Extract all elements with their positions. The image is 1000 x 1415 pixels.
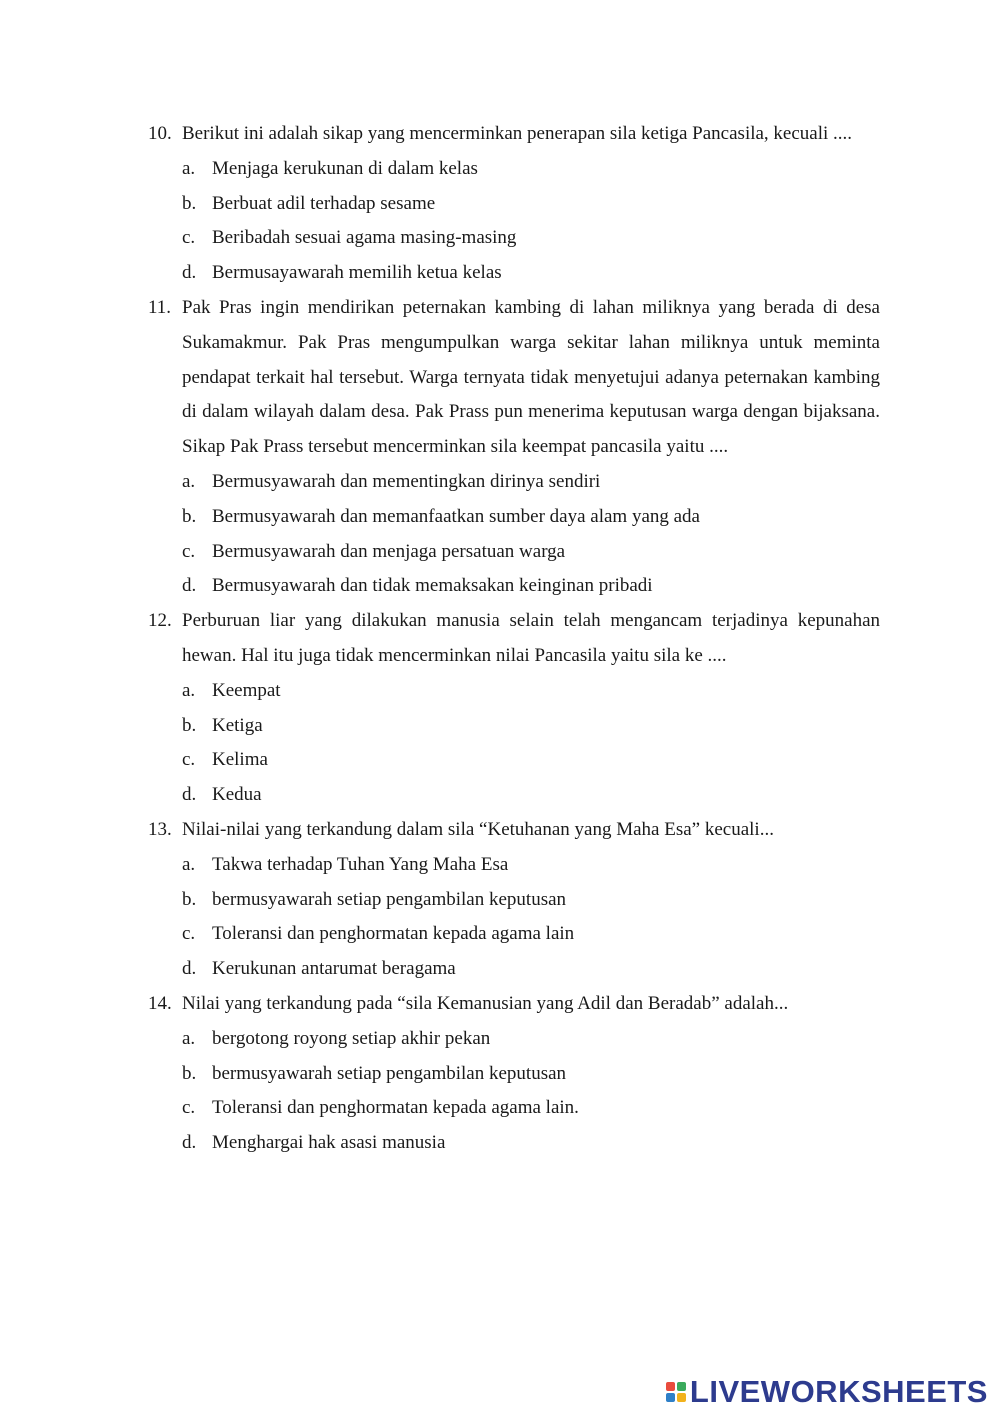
question-11 <box>148 291 880 604</box>
question-text: Berikut ini adalah sikap yang mencerminkan penerapan sila ketiga Pancasila, kecuali .... <box>182 123 853 144</box>
question-10 <box>148 117 880 291</box>
liveworksheets-brand <box>666 1376 988 1407</box>
question-number: 12. <box>148 610 172 632</box>
question-number: 14. <box>148 992 172 1014</box>
option-text: Keempat <box>212 679 281 701</box>
option-text: Kerukunan antarumat beragama <box>212 958 456 980</box>
option-text: bergotong royong setiap akhir pekan <box>212 1027 491 1049</box>
option-letter: c. <box>182 227 196 249</box>
option-letter: b. <box>182 1062 197 1084</box>
option-b[interactable] <box>182 883 880 918</box>
option-a[interactable] <box>182 152 880 187</box>
option-text: Kedua <box>212 784 262 806</box>
option-letter: d. <box>182 575 197 597</box>
option-b[interactable] <box>182 500 880 535</box>
option-text: Bermusyawarah dan menjaga persatuan warga <box>212 540 566 562</box>
question-13 <box>148 813 880 987</box>
option-text: Beribadah sesuai agama masing-masing <box>212 227 517 249</box>
question-text: Perburuan liar yang dilakukan manusia selain telah mengancam terjadinya kepunahan hewan. Hal itu juga tidak mencerminkan nilai Pancasila yaitu sila ke .... <box>182 610 880 666</box>
option-text: Toleransi dan penghormatan kepada agama lain <box>212 923 575 945</box>
option-letter: a. <box>182 157 196 179</box>
liveworksheets-logo-icon <box>666 1382 686 1402</box>
option-a[interactable] <box>182 1022 880 1057</box>
option-text: bermusyawarah setiap pengambilan keputusan <box>212 888 567 910</box>
logo-square-icon <box>666 1382 675 1391</box>
option-text: Bermusyawarah dan memanfaatkan sumber daya alam yang ada <box>212 505 700 527</box>
option-letter: b. <box>182 714 197 736</box>
option-a[interactable] <box>182 465 880 500</box>
answer-options <box>182 465 880 604</box>
option-text: Bermusyawarah dan mementingkan dirinya sendiri <box>212 470 601 492</box>
option-letter: b. <box>182 888 197 910</box>
option-letter: c. <box>182 749 196 771</box>
answer-options <box>182 1022 880 1161</box>
option-letter: c. <box>182 540 196 562</box>
brand-name: LIVEWORKSHEETS <box>689 1374 988 1409</box>
option-c[interactable] <box>182 535 880 570</box>
option-text: Takwa terhadap Tuhan Yang Maha Esa <box>212 853 509 875</box>
option-d[interactable] <box>182 952 880 987</box>
option-text: Berbuat adil terhadap sesame <box>212 192 436 214</box>
option-c[interactable] <box>182 917 880 952</box>
question-number: 11. <box>148 296 172 318</box>
answer-options <box>182 848 880 987</box>
option-d[interactable] <box>182 1126 880 1161</box>
logo-square-icon <box>666 1393 675 1402</box>
logo-square-icon <box>677 1382 686 1391</box>
option-b[interactable] <box>182 1057 880 1092</box>
option-text: Bermusyawarah dan tidak memaksakan keinginan pribadi <box>212 575 653 597</box>
option-letter: d. <box>182 784 197 806</box>
option-c[interactable] <box>182 743 880 778</box>
option-text: Menjaga kerukunan di dalam kelas <box>212 157 478 179</box>
option-letter: a. <box>182 1027 196 1049</box>
option-letter: b. <box>182 192 197 214</box>
question-list <box>148 117 880 1161</box>
option-letter: a. <box>182 679 196 701</box>
option-letter: d. <box>182 958 197 980</box>
option-letter: d. <box>182 262 197 284</box>
option-c[interactable] <box>182 1091 880 1126</box>
logo-square-icon <box>677 1393 686 1402</box>
question-number: 10. <box>148 123 172 144</box>
option-text: Kelima <box>212 749 268 771</box>
option-d[interactable] <box>182 569 880 604</box>
option-letter: a. <box>182 470 196 492</box>
question-14 <box>148 987 880 1161</box>
option-letter: a. <box>182 853 196 875</box>
option-letter: c. <box>182 923 196 945</box>
option-a[interactable] <box>182 674 880 709</box>
option-text: Menghargai hak asasi manusia <box>212 1132 446 1154</box>
option-text: bermusyawarah setiap pengambilan keputusan <box>212 1062 567 1084</box>
option-letter: b. <box>182 505 197 527</box>
answer-options <box>182 674 880 813</box>
option-c[interactable] <box>182 221 880 256</box>
answer-options <box>182 152 880 291</box>
option-text: Bermusayawarah memilih ketua kelas <box>212 262 502 284</box>
option-text: Toleransi dan penghormatan kepada agama lain. <box>212 1097 579 1119</box>
option-text: Ketiga <box>212 714 263 736</box>
option-d[interactable] <box>182 256 880 291</box>
option-letter: c. <box>182 1097 196 1119</box>
option-letter: d. <box>182 1132 197 1154</box>
question-text: Nilai yang terkandung pada “sila Kemanusian yang Adil dan Beradab” adalah... <box>182 992 789 1014</box>
option-b[interactable] <box>182 709 880 744</box>
question-text: Pak Pras ingin mendirikan peternakan kambing di lahan miliknya yang berada di desa Sukamakmur. Pak Pras mengumpulkan warga sekitar lahan miliknya untuk meminta pendapat terkait hal tersebut. Warga ternyata tidak menyetujui adanya peternakan kambing di dalam wilayah dalam desa. Pak Prass pun menerima keputusan warga dengan bijaksana. Sikap Pak Prass tersebut mencerminkan sila keempat pancasila yaitu .... <box>182 296 880 458</box>
question-12 <box>148 604 880 813</box>
option-a[interactable] <box>182 848 880 883</box>
question-number: 13. <box>148 818 172 840</box>
option-d[interactable] <box>182 778 880 813</box>
option-b[interactable] <box>182 187 880 222</box>
question-text: Nilai-nilai yang terkandung dalam sila “Ketuhanan yang Maha Esa” kecuali... <box>182 818 774 840</box>
